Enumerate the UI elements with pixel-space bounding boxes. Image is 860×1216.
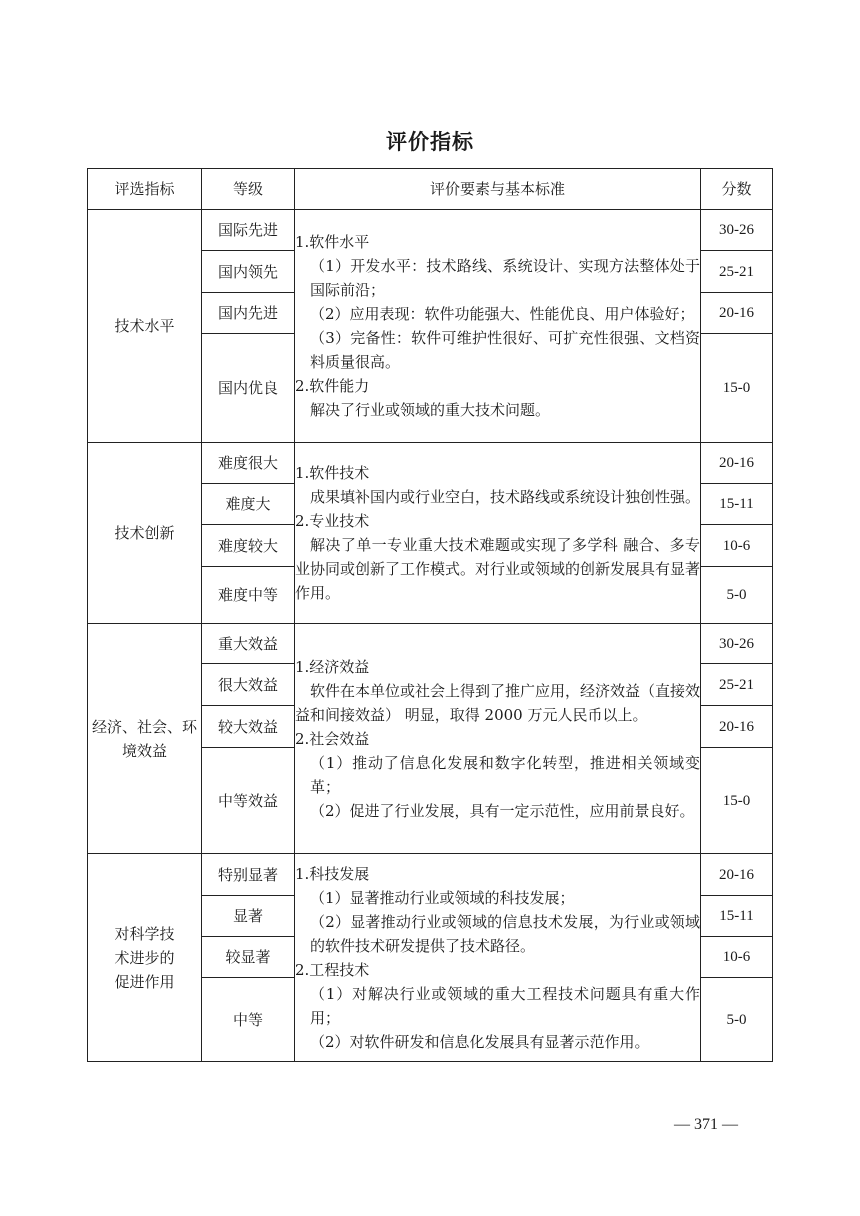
table-row bbox=[88, 854, 773, 896]
indicator-cell: 技术创新 bbox=[88, 443, 202, 624]
criteria-cell bbox=[295, 854, 701, 1062]
criteria-line: （2）显著推动行业或领域的信息技术发展，为行业或领域的软件技术研发提供了技术路径。 bbox=[310, 912, 700, 955]
criteria-line: （2）对软件研发和信息化发展具有显著示范作用。 bbox=[310, 1032, 650, 1051]
criteria-line: 1.软件技术 bbox=[295, 464, 370, 482]
score-cell: 30-26 bbox=[701, 210, 773, 251]
criteria-line: （1）开发水平：技术路线、系统设计、实现方法整体处于国际前沿； bbox=[310, 257, 700, 299]
criteria-line: 解决了单一专业重大技术难题或实现了多学科 融合、多专业协同或创新了工作模式。对行业或领域的创新发展具有显著作用。 bbox=[295, 536, 701, 602]
grade-cell: 重大效益 bbox=[202, 624, 295, 664]
grade-cell: 显著 bbox=[202, 896, 295, 937]
page-title: 评价指标 bbox=[386, 130, 474, 154]
table-row bbox=[88, 624, 773, 664]
score-cell: 20-16 bbox=[701, 854, 773, 896]
grade-cell: 中等 bbox=[202, 978, 295, 1062]
criteria-line: （1）显著推动行业或领域的科技发展； bbox=[310, 888, 575, 907]
grade-cell: 国际先进 bbox=[202, 210, 295, 251]
indicator-cell: 技术水平 bbox=[88, 210, 202, 443]
header-criteria: 评价要素与基本标准 bbox=[295, 169, 701, 210]
criteria-line: （2）促进了行业发展，具有一定示范性，应用前景良好。 bbox=[310, 801, 695, 820]
grade-cell: 难度很大 bbox=[202, 443, 295, 484]
criteria-cell bbox=[295, 624, 701, 854]
evaluation-table bbox=[87, 168, 773, 1062]
criteria-cell bbox=[295, 210, 701, 443]
criteria-line: 2.软件能力 bbox=[295, 377, 370, 395]
header-row bbox=[88, 169, 773, 210]
table-row bbox=[88, 210, 773, 251]
grade-cell: 国内先进 bbox=[202, 293, 295, 334]
criteria-line: 2.专业技术 bbox=[295, 512, 370, 530]
criteria-line: （3）完备性：软件可维护性很好、可扩充性很强、文档资料质量很高。 bbox=[310, 329, 700, 371]
header-grade: 等级 bbox=[202, 169, 295, 210]
page-number: — 371 — bbox=[674, 1116, 738, 1133]
criteria-line: 解决了行业或领域的重大技术问题。 bbox=[310, 401, 551, 419]
score-cell: 20-16 bbox=[701, 706, 773, 748]
criteria-line: （2）应用表现：软件功能强大、性能优良、用户体验好； bbox=[310, 305, 695, 323]
criteria-line: 软件在本单位或社会上得到了推广应用，经济效益（直接效益和间接效益） 明显，取得 2000 万元人民币以上。 bbox=[295, 681, 701, 724]
grade-cell: 较大效益 bbox=[202, 706, 295, 748]
score-cell: 20-16 bbox=[701, 293, 773, 334]
header-indicator: 评选指标 bbox=[88, 169, 202, 210]
grade-cell: 国内领先 bbox=[202, 251, 295, 293]
criteria-line: 1.软件水平 bbox=[295, 233, 370, 251]
grade-cell: 难度中等 bbox=[202, 567, 295, 624]
score-cell: 15-0 bbox=[701, 334, 773, 443]
table-row bbox=[88, 443, 773, 484]
score-cell: 25-21 bbox=[701, 664, 773, 706]
score-cell: 10-6 bbox=[701, 937, 773, 978]
score-cell: 15-0 bbox=[701, 748, 773, 854]
criteria-line: 1.科技发展 bbox=[295, 864, 370, 883]
header-score: 分数 bbox=[701, 169, 773, 210]
score-cell: 5-0 bbox=[701, 978, 773, 1062]
score-cell: 15-11 bbox=[701, 484, 773, 525]
indicator-cell bbox=[88, 854, 202, 1062]
grade-cell: 难度大 bbox=[202, 484, 295, 525]
score-cell: 15-11 bbox=[701, 896, 773, 937]
criteria-line: （1）推动了信息化发展和数字化转型，推进相关领域变革； bbox=[310, 753, 700, 796]
score-cell: 25-21 bbox=[701, 251, 773, 293]
grade-cell: 难度较大 bbox=[202, 525, 295, 567]
indicator-cell: 经济、社会、环境效益 bbox=[88, 624, 202, 854]
grade-cell: 特别显著 bbox=[202, 854, 295, 896]
criteria-line: 成果填补国内或行业空白，技术路线或系统设计独创性强。 bbox=[310, 488, 701, 506]
grade-cell: 中等效益 bbox=[202, 748, 295, 854]
criteria-line: 2.工程技术 bbox=[295, 960, 370, 979]
score-cell: 10-6 bbox=[701, 525, 773, 567]
score-cell: 30-26 bbox=[701, 624, 773, 664]
criteria-cell bbox=[295, 443, 701, 624]
indicator-text: 对科学技术进步的促进作用 bbox=[114, 924, 175, 991]
criteria-line: 1.经济效益 bbox=[295, 657, 370, 676]
score-cell: 20-16 bbox=[701, 443, 773, 484]
score-cell: 5-0 bbox=[701, 567, 773, 624]
grade-cell: 很大效益 bbox=[202, 664, 295, 706]
criteria-line: （1）对解决行业或领域的重大工程技术问题具有重大作用； bbox=[310, 984, 700, 1027]
grade-cell: 国内优良 bbox=[202, 334, 295, 443]
grade-cell: 较显著 bbox=[202, 937, 295, 978]
criteria-line: 2.社会效益 bbox=[295, 729, 370, 748]
